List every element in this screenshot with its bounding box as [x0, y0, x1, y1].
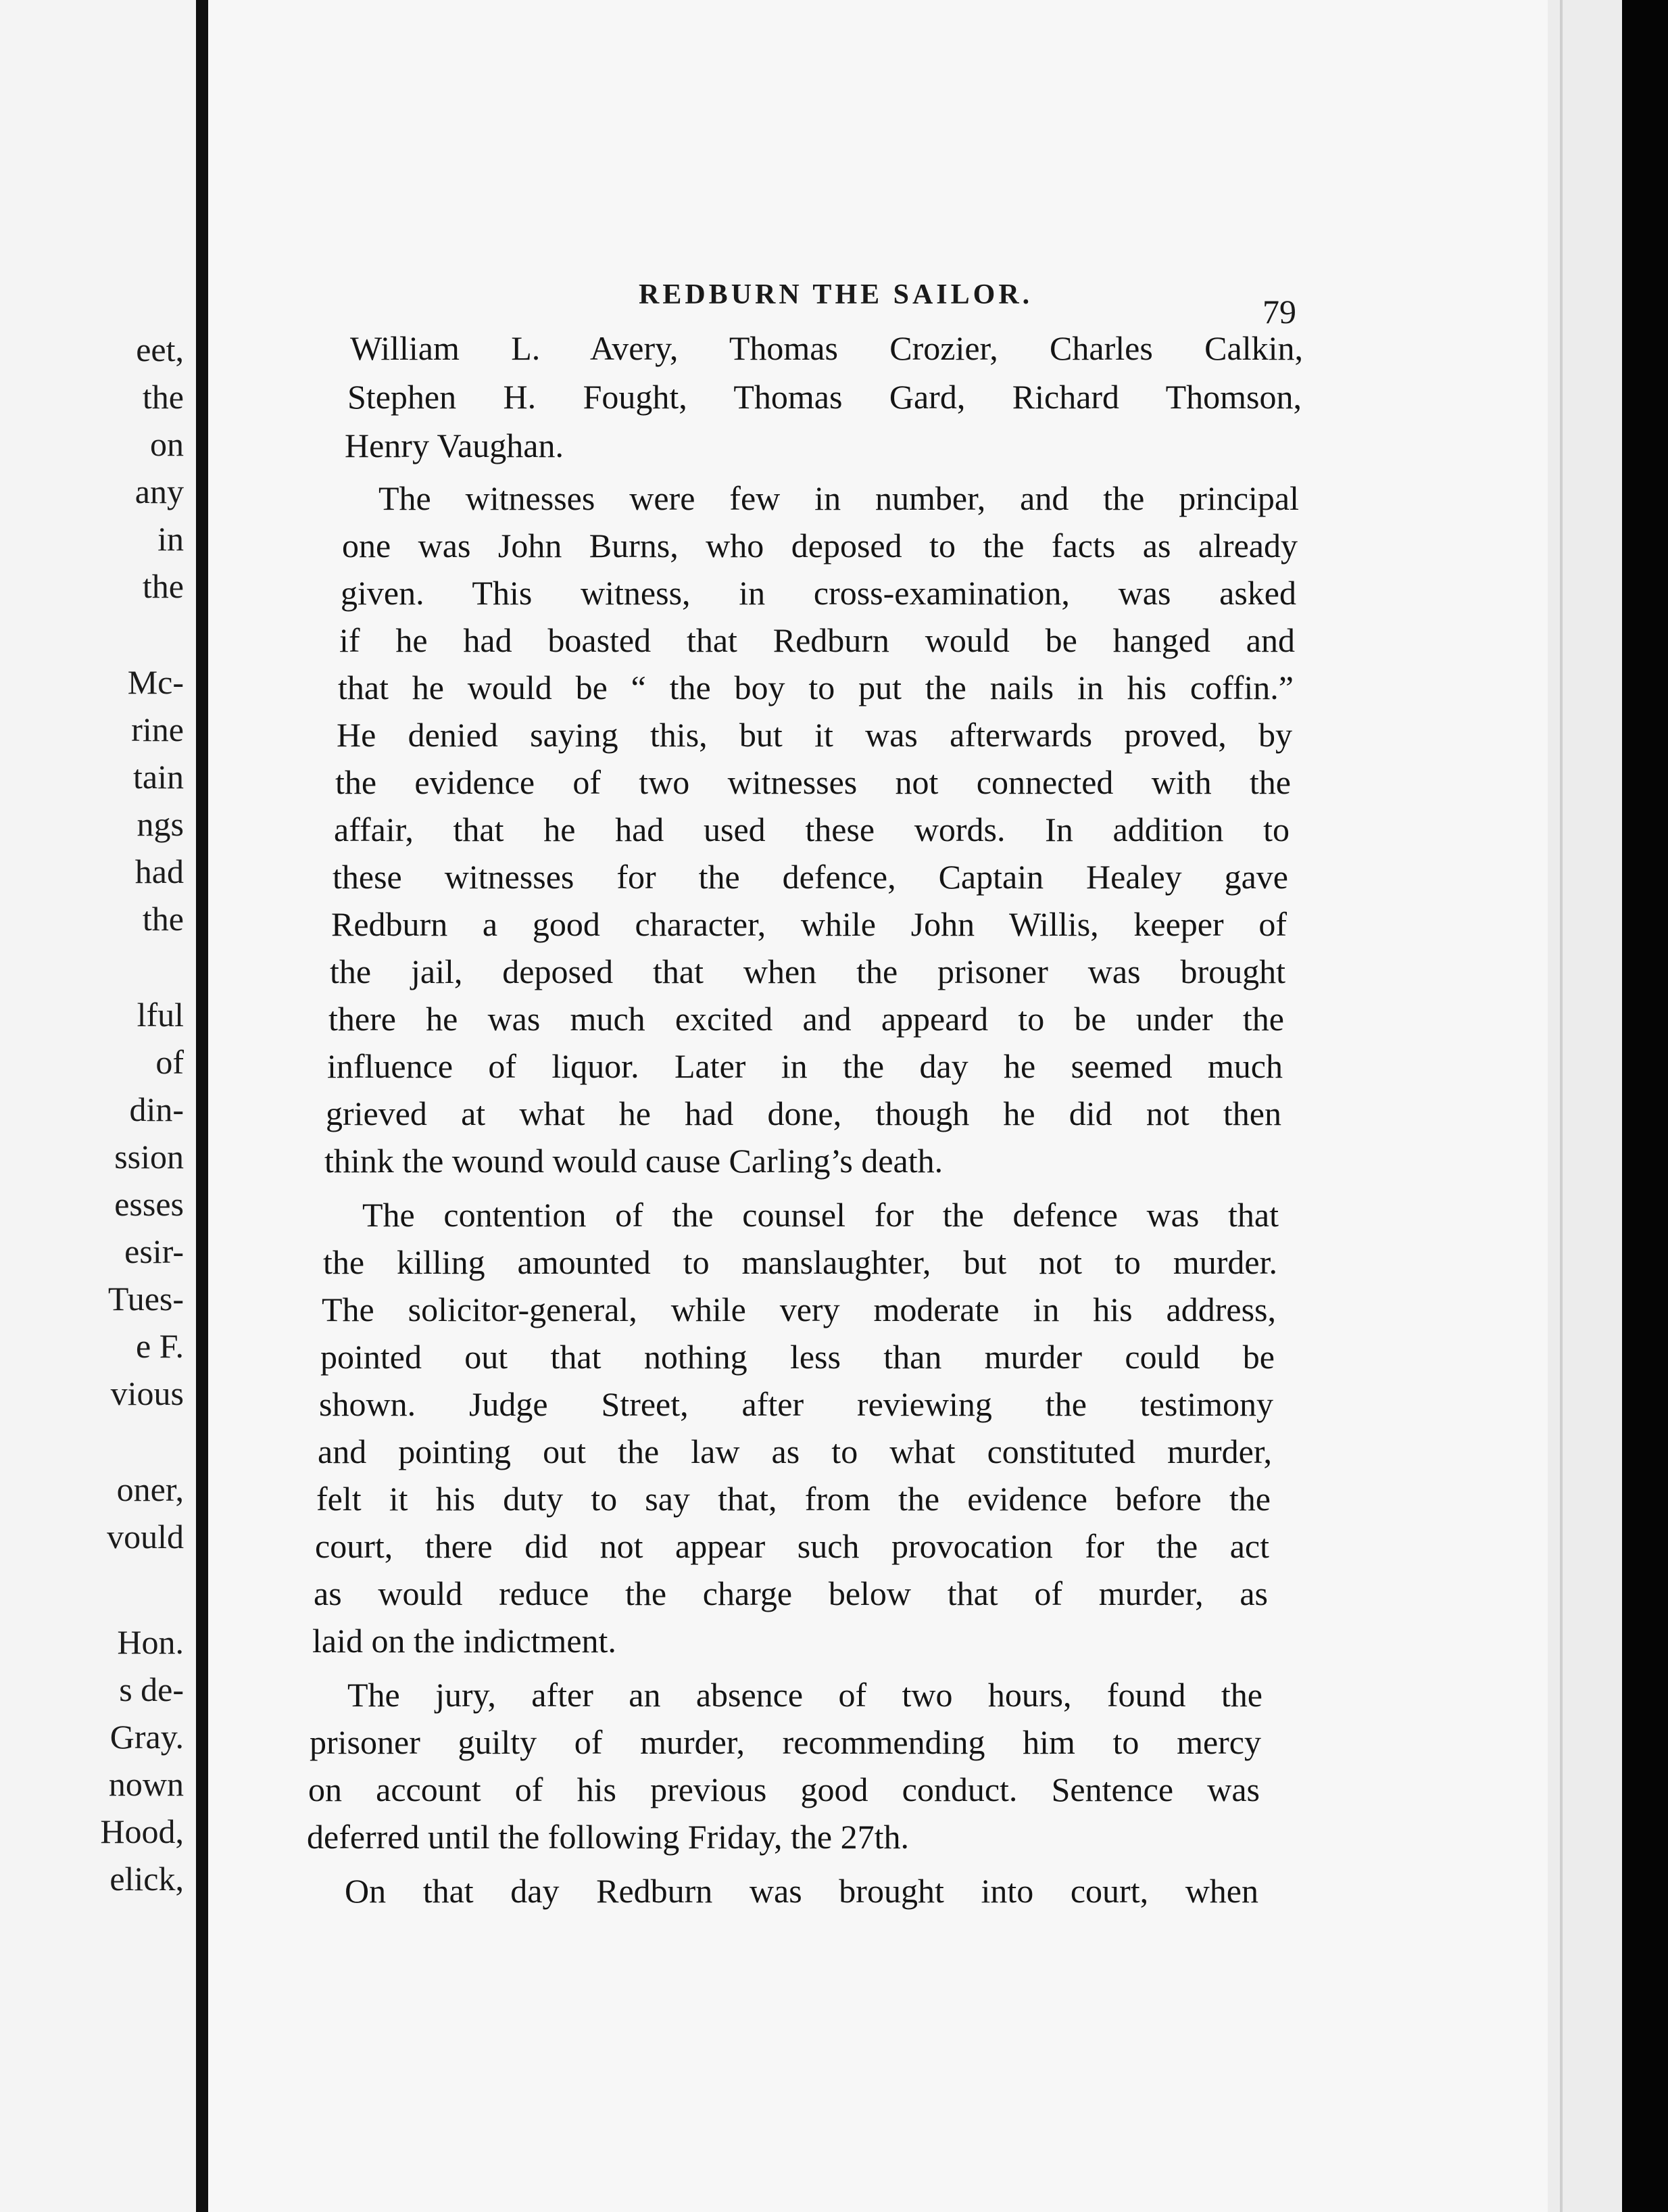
body-line: grieved at what he had done, though he did not then	[326, 1095, 1281, 1132]
left-page-fragment: Hon.	[117, 1623, 184, 1661]
left-page-edge	[0, 0, 196, 2212]
body-line: felt it his duty to say that, from the evidence before the	[316, 1480, 1271, 1518]
body-line: The jury, after an absence of two hours, found the	[347, 1676, 1262, 1714]
body-line: William L. Avery, Thomas Crozier, Charles Calkin,	[350, 329, 1303, 367]
left-page-fragment: lful	[137, 996, 184, 1034]
left-page-fragment: the	[142, 900, 184, 938]
body-line: and pointing out the law as to what constituted murder,	[318, 1433, 1272, 1470]
left-page-fragment: din-	[129, 1090, 184, 1128]
left-page-fragment: tain	[133, 758, 184, 796]
body-line: Henry Vaughan.	[345, 427, 564, 464]
body-line: Stephen H. Fought, Thomas Gard, Richard Thomson,	[347, 378, 1302, 416]
left-page-fragment: elick,	[109, 1860, 184, 1898]
running-header: REDBURN THE SAILOR.	[639, 279, 1033, 310]
left-page-fragment: esses	[114, 1185, 184, 1223]
body-line: as would reduce the charge below that of murder, as	[314, 1574, 1268, 1612]
scan-border	[1622, 0, 1668, 2212]
left-page-fragment: ssion	[114, 1138, 184, 1176]
page-fore-edge-line	[1560, 0, 1563, 2212]
body-line: the jail, deposed that when the prisoner was brought	[330, 953, 1285, 990]
body-line: Redburn a good character, while John Willis, keeper of	[331, 905, 1287, 943]
book-gutter	[196, 0, 208, 2212]
left-page-fragment: rine	[131, 711, 184, 748]
body-line: affair, that he had used these words. In addition to	[334, 811, 1290, 848]
body-line: these witnesses for the defence, Captain Healey gave	[333, 858, 1288, 896]
body-line: The contention of the counsel for the defence was that	[362, 1196, 1279, 1234]
left-page-fragment: the	[142, 567, 184, 605]
left-page-fragment: nown	[108, 1765, 184, 1803]
body-line: think the wound would cause Carling’s death.	[324, 1142, 943, 1180]
body-line: given. This witness, in cross-examination, was asked	[341, 574, 1296, 612]
page-number: 79	[1262, 293, 1296, 331]
body-line: The solicitor-general, while very moderate in his address,	[322, 1291, 1276, 1328]
left-page-fragment: e F.	[136, 1327, 184, 1365]
body-line: pointed out that nothing less than murder could be	[320, 1338, 1275, 1376]
left-page-fragment: of	[155, 1043, 184, 1081]
left-page-fragment: in	[157, 520, 184, 558]
left-page-fragment: s de-	[119, 1670, 184, 1708]
body-line: deferred until the following Friday, the 27th.	[307, 1818, 909, 1856]
body-line: On that day Redburn was brought into court, when	[345, 1872, 1258, 1910]
left-page-fragment: esir-	[124, 1232, 184, 1270]
body-line: if he had boasted that Redburn would be hanged and	[339, 621, 1295, 659]
left-page-fragment: on	[150, 425, 184, 463]
body-line: there he was much excited and appeard to be under the	[328, 1000, 1284, 1038]
body-line: prisoner guilty of murder, recommending him to mercy	[310, 1723, 1261, 1761]
left-page-fragment: ngs	[137, 805, 184, 843]
left-page-fragment: eet,	[136, 331, 184, 368]
body-line: He denied saying this, but it was afterwards proved, by	[337, 716, 1292, 754]
body-line: on account of his previous good conduct. Sentence was	[308, 1771, 1260, 1808]
left-page-fragment: Tues-	[107, 1280, 184, 1318]
left-page-fragment: any	[134, 473, 184, 510]
left-page-fragment: the	[142, 378, 184, 416]
body-line: the killing amounted to manslaughter, but not to murder.	[323, 1243, 1277, 1281]
left-page-fragment: Gray.	[109, 1718, 184, 1756]
left-page-fragment: Mc-	[127, 663, 184, 701]
body-line: that he would be “ the boy to put the nails in his coffin.”	[338, 669, 1294, 706]
body-line: court, there did not appear such provocation for the act	[315, 1527, 1269, 1565]
body-line: The witnesses were few in number, and the principal	[378, 479, 1299, 517]
left-page-fragment: vious	[110, 1374, 184, 1412]
body-line: one was John Burns, who deposed to the facts as already	[342, 527, 1298, 564]
page-fore-edge	[1548, 0, 1622, 2212]
body-line: shown. Judge Street, after reviewing the testimony	[319, 1385, 1273, 1423]
left-page-fragment: oner,	[116, 1470, 184, 1508]
left-page-fragment: had	[134, 852, 184, 890]
body-line: the evidence of two witnesses not connected with the	[335, 763, 1291, 801]
left-page-fragment: vould	[107, 1518, 184, 1556]
left-page-fragment: Hood,	[100, 1812, 184, 1850]
body-line: influence of liquor. Later in the day he seemed much	[327, 1047, 1283, 1085]
body-line: laid on the indictment.	[312, 1622, 616, 1660]
